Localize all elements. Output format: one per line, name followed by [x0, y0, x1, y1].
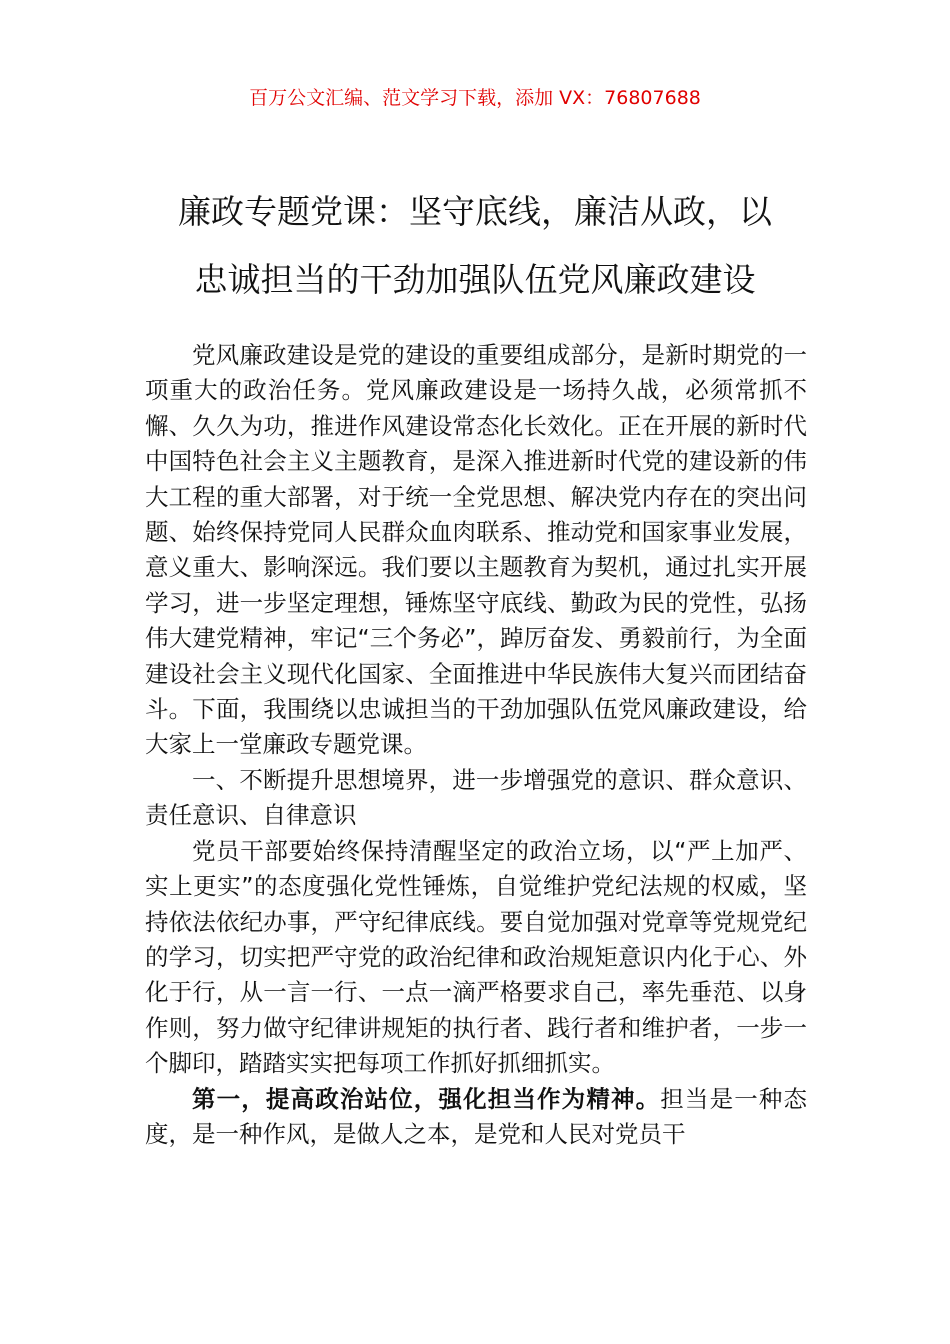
point-1-text: 担当是一种态度，是一种作风，是做人之本，是党和人民对党员干 — [145, 1084, 808, 1148]
title-line-1: 廉政专题党课：坚守底线，廉洁从政，以 — [178, 192, 772, 231]
section-heading-1: 一、不断提升思想境界，进一步增强党的意识、群众意识、责任意识、自律意识 — [145, 765, 807, 830]
header-watermark-note: 百万公文汇编、范文学习下载，添加 VX：76807688 — [249, 87, 701, 109]
paragraph-point-1 — [145, 1082, 807, 1153]
paragraph-section-1: 党员干部要始终保持清醒坚定的政治立场，以“严上加严、实上更实”的态度强化党性锤炼，自觉维护党纪法规的权威，坚持依法依纪办事，严守纪律底线。要自觉加强对党章等党规党纪的学习，切实把严守党的政治纪律和政治规矩意识内化于心、外化于行，从一言一行、一点一滴严格要求自己，率先垂范、以身作则，努力做守纪律讲规矩的执行者、践行者和维护者，一步一个脚印，踏踏实实把每项工作抓好抓细抓实。 — [145, 836, 807, 1078]
paragraph-intro: 党风廉政建设是党的建设的重要组成部分，是新时期党的一项重大的政治任务。党风廉政建设是一场持久战，必须常抓不懈、久久为功，推进作风建设常态化长效化。正在开展的新时代中国特色社会主义主题教育，是深入推进新时代党的建设新的伟大工程的重大部署，对于统一全党思想、解决党内存在的突出问题、始终保持党同人民群众血肉联系、推动党和国家事业发展，意义重大、影响深远。我们要以主题教育为契机，通过扎实开展学习，进一步坚定理想，锤炼坚守底线、勤政为民的党性，弘扬伟大建党精神，牢记“三个务必”，踔厉奋发、勇毅前行，为全面建设社会主义现代化国家、全面推进中华民族伟大复兴而团结奋斗。下面，我围绕以忠诚担当的干劲加强队伍党风廉政建设，给大家上一堂廉政专题党课。 — [145, 341, 807, 759]
point-1-lead: 第一，提高政治站位，强化担当作为精神。 — [192, 1084, 661, 1113]
page-title — [100, 178, 850, 314]
title-line-2: 忠诚担当的干劲加强队伍党风廉政建设 — [194, 260, 756, 299]
document-body — [145, 338, 807, 1152]
